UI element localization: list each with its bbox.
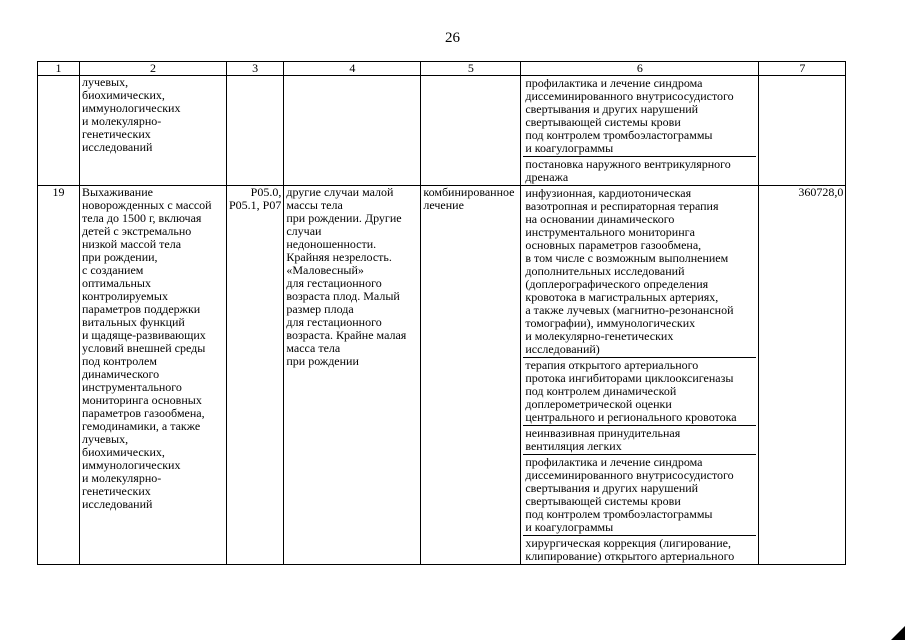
text-line: низкой массой тела [82, 237, 182, 251]
text-line: при рождении [286, 354, 359, 368]
text-line: вентиляция легких [525, 439, 622, 453]
text-line: томографии), иммунологических [525, 316, 696, 330]
text-line: исследований [82, 140, 153, 154]
method-cell [521, 186, 759, 565]
page-corner-mark [891, 626, 905, 640]
text-line: Крайняя незрелость. [286, 250, 392, 264]
text-line: свертывания и других нарушений [525, 102, 699, 116]
column-number-header-row [38, 62, 846, 76]
text-line: профилактика и лечение синдрома [525, 455, 703, 469]
services-table [37, 61, 846, 565]
column-number: 6 [521, 62, 759, 76]
text-line: в том числе с возможным выполнением [525, 251, 729, 265]
text-line: случаи [286, 224, 322, 238]
treatment-method [523, 536, 756, 564]
text-line: лечение [423, 198, 464, 212]
price-cell [759, 76, 846, 186]
text-line: под контролем динамической [525, 384, 677, 398]
text-line: исследований [82, 497, 153, 511]
column-number: 3 [227, 62, 284, 76]
text-line: и коагулограммы [525, 520, 614, 534]
price-cell: 360728,0 [759, 186, 846, 565]
text-line: тела до 1500 г, включая [82, 211, 202, 225]
text-line: возраста. Крайне малая [286, 328, 407, 342]
codes-cell [227, 186, 284, 565]
text-line: массы тела [286, 198, 343, 212]
text-line: (доплерографического определения [525, 277, 709, 291]
text-line: детей с экстремально [82, 224, 192, 238]
text-line: возраста плод. Малый [286, 289, 400, 303]
text-line: иммунологических [82, 101, 181, 115]
text-line: Выхаживание [82, 185, 153, 199]
text-line: дополнительных исследований [525, 264, 685, 278]
text-line: размер плода [286, 302, 354, 316]
text-line: протока ингибиторами циклооксигеназы [525, 371, 734, 385]
text-line: лучевых, [82, 432, 129, 446]
text-line: для гестационного [286, 276, 382, 290]
treatment-method [523, 76, 756, 157]
text-line: условий внешней среды [82, 341, 206, 355]
text-line: гемодинамики, а также [82, 419, 201, 433]
text-line: и коагулограммы [525, 141, 614, 155]
text-line: мониторинга основных [82, 393, 202, 407]
text-line: и молекулярно- [82, 471, 162, 485]
treatment-method [523, 157, 756, 185]
codes-cell [227, 76, 284, 186]
text-line: терапия открытого артериального [525, 358, 699, 372]
text-line: при рождении. Другие [286, 211, 402, 225]
text-line: кровотока в магистральных артериях, [525, 290, 719, 304]
text-line: диссеминированного внутрисосудистого [525, 468, 734, 482]
row-number-cell: 19 [38, 186, 80, 565]
text-line: под контролем тромбоэластограммы [525, 507, 713, 521]
text-line: постановка наружного вентрикулярного [525, 157, 731, 171]
text-line: параметров газообмена, [82, 406, 205, 420]
text-line: биохимических, [82, 88, 165, 102]
text-line: с созданием [82, 263, 144, 277]
text-line: P05.0, [250, 185, 282, 199]
text-line: доплерометрической оценки [525, 397, 672, 411]
page-number: 26 [445, 30, 460, 46]
text-line: свертывания и других нарушений [525, 481, 699, 495]
column-number: 5 [421, 62, 521, 76]
text-line: и молекулярно-генетических [525, 329, 674, 343]
treatment-type-cell [421, 186, 521, 565]
text-line: профилактика и лечение синдрома [525, 76, 703, 90]
treatment-method [523, 455, 756, 536]
profile-cell [80, 76, 227, 186]
text-line: витальных функций [82, 315, 185, 329]
text-line: вазотропная и респираторная терапия [525, 199, 719, 213]
column-number: 2 [80, 62, 227, 76]
column-number: 1 [38, 62, 80, 76]
text-line: центрального и регионального кровотока [525, 410, 737, 424]
text-line: свертывающей системы крови [525, 494, 681, 508]
text-line: под контролем тромбоэластограммы [525, 128, 713, 142]
model-cell [284, 76, 421, 186]
text-line: недоношенности. [286, 237, 377, 251]
text-line: лучевых, [82, 75, 129, 89]
row-number-cell [38, 76, 80, 186]
text-line: инфузионная, кардиотоническая [525, 186, 692, 200]
model-cell [284, 186, 421, 565]
text-line: при рождении, [82, 250, 158, 264]
text-line: «Маловесный» [286, 263, 364, 277]
column-number: 7 [759, 62, 846, 76]
text-line: инструментального мониторинга [525, 225, 695, 239]
text-line: для гестационного [286, 315, 382, 329]
table-row [38, 186, 846, 565]
text-line: масса тела [286, 341, 341, 355]
text-line: P05.1, P07 [229, 198, 282, 212]
text-line: динамического [82, 367, 160, 381]
text-line: генетических [82, 127, 151, 141]
treatment-type-cell [421, 76, 521, 186]
text-line: диссеминированного внутрисосудистого [525, 89, 734, 103]
method-cell [521, 76, 759, 186]
profile-cell [80, 186, 227, 565]
text-line: контролируемых [82, 289, 168, 303]
text-line: свертывающей системы крови [525, 115, 681, 129]
text-line: на основании динамического [525, 212, 675, 226]
text-line: биохимических, [82, 445, 165, 459]
text-line: и щадяще-развивающих [82, 328, 206, 342]
text-line: параметров поддержки [82, 302, 201, 316]
text-line: комбинированное [423, 185, 515, 199]
treatment-method [523, 426, 756, 455]
text-line: генетических [82, 484, 151, 498]
text-line: и молекулярно- [82, 114, 162, 128]
text-line: а также лучевых (магнитно-резонансной [525, 303, 734, 317]
text-line: под контролем [82, 354, 157, 368]
text-line: инструментального [82, 380, 182, 394]
treatment-method [523, 358, 756, 426]
table-row [38, 76, 846, 186]
text-line: новорожденных с массой [82, 198, 212, 212]
text-line: оптимальных [82, 276, 151, 290]
text-line: исследований) [525, 342, 600, 356]
text-line: клипирование) открытого артериального [525, 549, 735, 563]
text-line: иммунологических [82, 458, 181, 472]
text-line: другие случаи малой [286, 185, 394, 199]
text-line: хирургическая коррекция (лигирование, [525, 536, 731, 550]
text-line: неинвазивная принудительная [525, 426, 681, 440]
text-line: дренажа [525, 170, 569, 184]
column-number: 4 [284, 62, 421, 76]
treatment-method [523, 186, 756, 358]
text-line: основных параметров газообмена, [525, 238, 702, 252]
